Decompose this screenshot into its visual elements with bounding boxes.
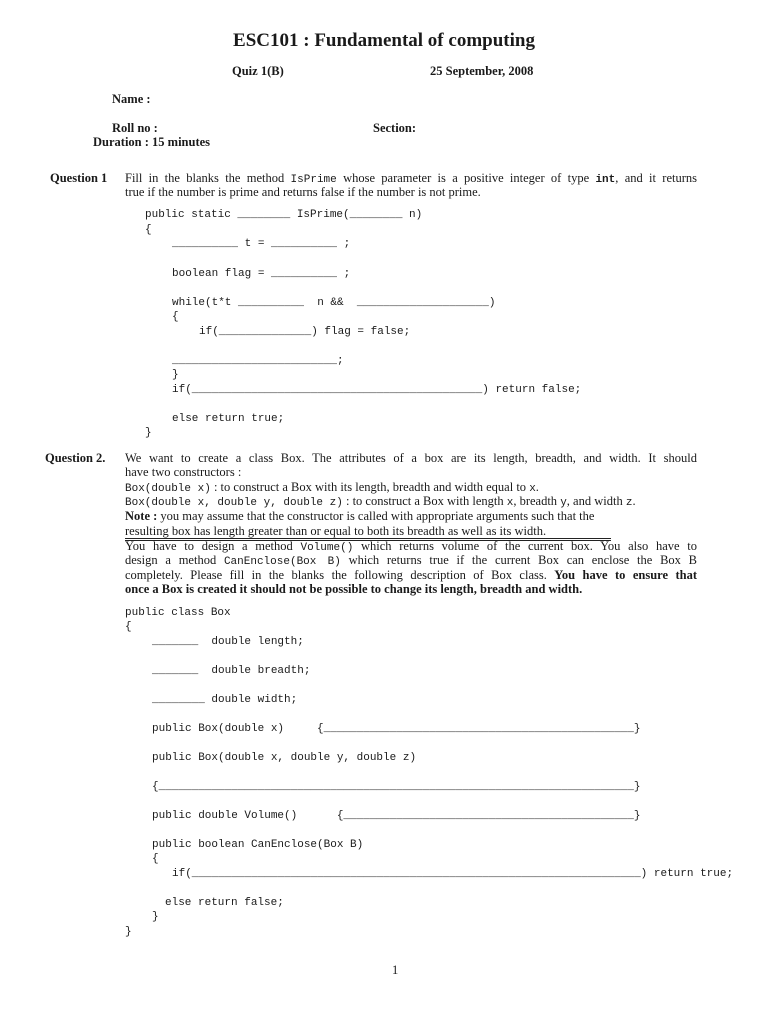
- code-line: _________________________;: [172, 355, 344, 367]
- code-line: }: [172, 369, 179, 381]
- code-line: }: [152, 911, 159, 923]
- quiz-date: 25 September, 2008: [430, 64, 534, 78]
- question-2-text: have two constructors :: [125, 465, 242, 479]
- question-2-text: Box(double x, double y, double z) : to construct a Box with length x, breadth y, and width z.: [125, 494, 636, 509]
- question-2-text: You have to design a method Volume() which returns volume of the current box. You also have to: [125, 539, 697, 554]
- code-line: ________ double width;: [152, 694, 298, 706]
- question-2-note: resulting box has length greater than or equal to both its breadth as well as its width.: [125, 524, 547, 538]
- code-line: public static ________ IsPrime(________ n): [145, 209, 423, 221]
- code-line: if(____________________________________________________________________) return true;: [172, 868, 734, 880]
- duration-label: Duration : 15 minutes: [93, 135, 211, 149]
- code-line: boolean flag = __________ ;: [172, 268, 351, 280]
- code-line: else return true;: [172, 413, 285, 425]
- question-2-text: completely. Please fill in the blanks the following description of Box class. You have to ensure that: [125, 568, 697, 582]
- name-label: Name :: [112, 92, 151, 106]
- question-2-text: design a method CanEnclose(Box B) which returns true if the current Box can enclose the Box B: [125, 553, 697, 568]
- roll-label: Roll no :: [112, 121, 158, 135]
- code-line: }: [145, 427, 152, 439]
- question-2-label: Question 2.: [45, 451, 106, 465]
- code-line: __________ t = __________ ;: [172, 238, 351, 250]
- quiz-label: Quiz 1(B): [232, 64, 284, 78]
- question-1-label: Question 1: [50, 171, 108, 185]
- question-2-text: We want to create a class Box. The attributes of a box are its length, breadth, and width. It should: [125, 451, 697, 465]
- section-label: Section:: [373, 121, 417, 135]
- code-line: _______ double breadth;: [152, 665, 311, 677]
- question-1-text: true if the number is prime and returns false if the number is not prime.: [125, 185, 481, 199]
- question-2-text: Box(double x) : to construct a Box with its length, breadth and width equal to x.: [125, 480, 539, 495]
- question-1-text: Fill in the blanks the method IsPrime whose parameter is a positive integer of type int, and it returns: [125, 171, 697, 186]
- code-line: }: [125, 926, 132, 938]
- code-line: {: [145, 224, 152, 236]
- page-number: 1: [392, 963, 399, 977]
- code-line: public boolean CanEnclose(Box B): [152, 839, 364, 851]
- code-line: public Box(double x) {_______________________________________________}: [152, 723, 641, 735]
- question-2-text: once a Box is created it should not be possible to change its length, breadth and width.: [125, 582, 583, 596]
- question-2-note: Note : you may assume that the constructor is called with appropriate arguments such that the: [125, 509, 595, 523]
- code-line: public double Volume() {____________________________________________}: [152, 810, 641, 822]
- code-line: if(____________________________________________) return false;: [172, 384, 582, 396]
- code-line: _______ double length;: [152, 636, 304, 648]
- code-line: {________________________________________________________________________}: [152, 781, 641, 793]
- code-line: {: [125, 621, 132, 633]
- page-title: ESC101 : Fundamental of computing: [233, 30, 535, 51]
- code-line: {: [172, 311, 179, 323]
- code-line: while(t*t __________ n && ____________________): [172, 297, 496, 309]
- code-line: {: [152, 853, 159, 865]
- code-line: public class Box: [125, 607, 231, 619]
- code-line: if(______________) flag = false;: [199, 326, 411, 338]
- code-line: else return false;: [165, 897, 284, 909]
- code-line: public Box(double x, double y, double z): [152, 752, 417, 764]
